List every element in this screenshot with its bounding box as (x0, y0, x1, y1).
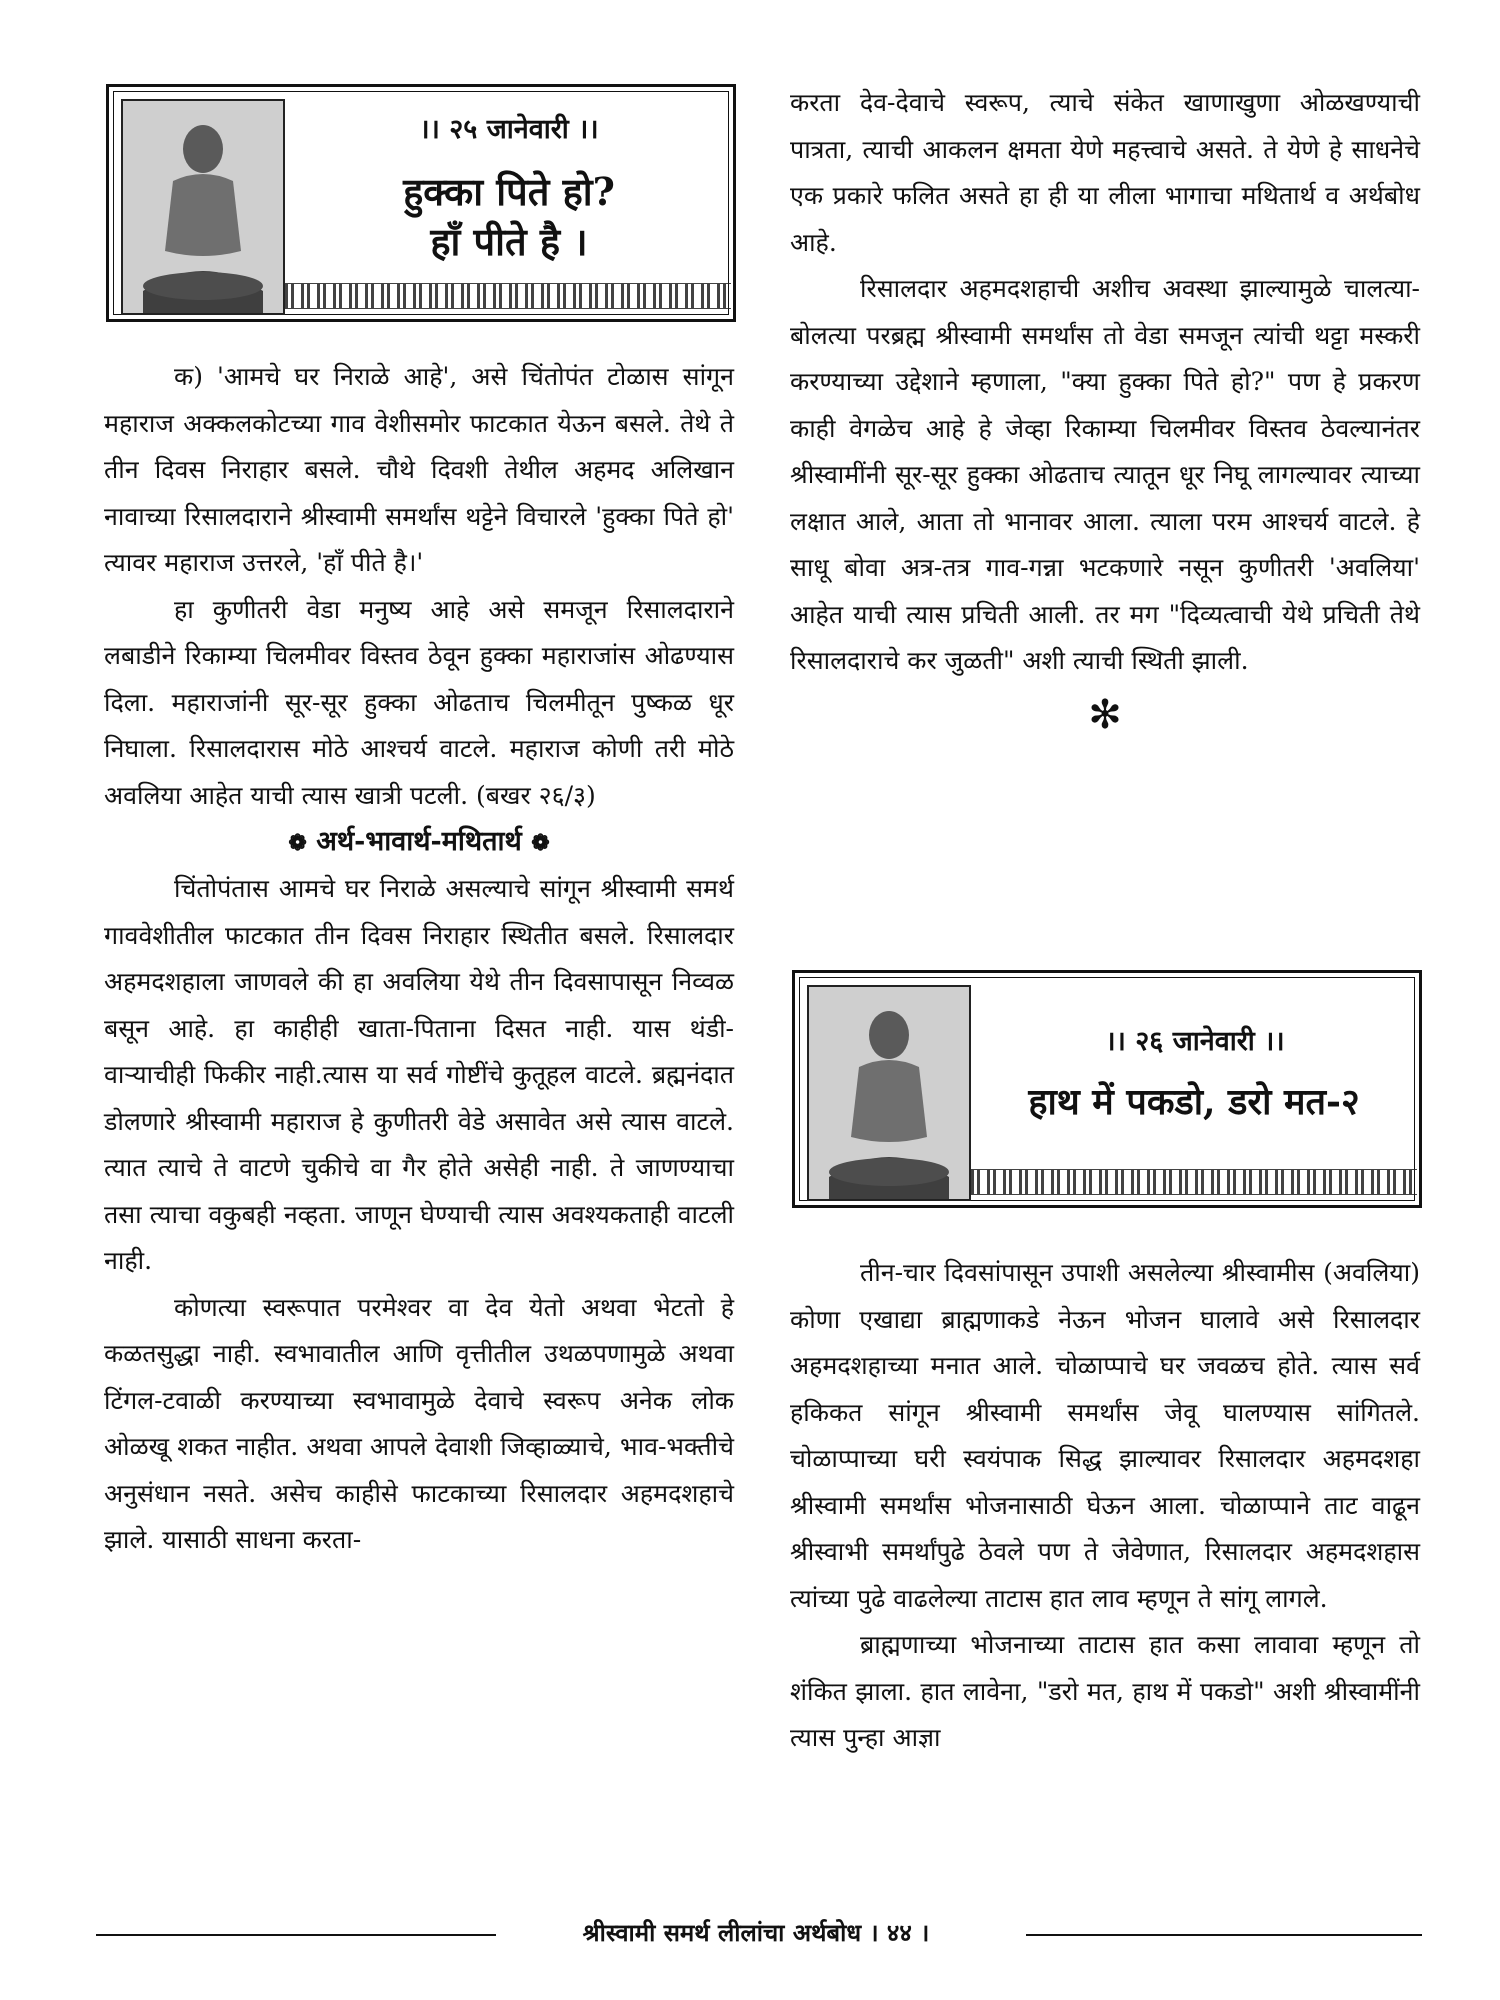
left-column (104, 354, 734, 1564)
header-box-jan-26 (792, 970, 1422, 1208)
chapter-title: हाथ में पकडो, डरो मत-२ (1028, 1081, 1360, 1123)
swami-portrait-illustration (123, 101, 283, 313)
chapter-title-line2: हाँ पीते है । (430, 219, 588, 264)
paragraph: ब्राह्मणाच्या भोजनाच्या ताटास हात कसा लावावा म्हणून तो शंकित झाला. हात लावेना, "डरो मत, हाथ में पकडो" अशी श्रीस्वामींनी त्यास पुन्हा आज्ञा (790, 1630, 1420, 1752)
swami-photo (807, 985, 971, 1201)
header-box-jan-25 (106, 84, 736, 322)
page-footer (96, 1914, 1422, 1954)
swami-portrait-illustration (809, 987, 969, 1199)
chapter-title-line1: हुक्का पिते हो? (403, 169, 615, 214)
right-column-bottom (790, 1250, 1420, 1762)
date-label: ।। २५ जानेवारी ।। (419, 114, 599, 145)
flower-ornament-icon: ❁ (531, 830, 550, 856)
decorative-border-strip (971, 1169, 1417, 1195)
date-label: ।। २६ जानेवारी ।। (1105, 1026, 1285, 1057)
paragraph: करता देव-देवाचे स्वरूप, त्याचे संकेत खाणाखुणा ओळखण्याची पात्रता, त्याची आकलन क्षमता येणे महत्त्वाचे असते. ते येणे हे साधनेचे एक प्रकारे फलित असते हा ही या लीला भागाचा मथितार्थ व अर्थबोध आहे. (790, 88, 1420, 257)
section-heading (104, 819, 734, 866)
paragraph: तीन-चार दिवसांपासून उपाशी असलेल्या श्रीस्वामीस (अवलिया) कोणा एखाद्या ब्राह्मणाकडे नेऊन भोजन घालावे असे रिसालदार अहमदशहाच्या मनात आले. चोळाप्पाचे घर जवळच होते. त्यास सर्व हकिकत सांगून श्रीस्वामी समर्थांस जेवू घालण्यास सांगितले. चोळाप्पाच्या घरी स्वयंपाक सिद्ध झाल्यावर रिसालदार अहमदशहा श्रीस्वामी समर्थांस भोजनासाठी घेऊन आला. चोळाप्पाने ताट वाढून श्रीस्वाभी समर्थांपुढे ठेवले पण ते जेवेणात, रिसालदार अहमदशहास त्यांच्या पुढे वाढलेल्या ताटास हात लाव म्हणून ते सांगू लागले. (790, 1258, 1420, 1613)
footer-title-page-number: श्रीस्वामी समर्थ लीलांचा अर्थबोध । ४४ । (582, 1918, 930, 1947)
decorative-border-strip (285, 283, 731, 309)
footer-rule-right (1026, 1934, 1422, 1936)
paragraph: रिसालदार अहमदशहाची अशीच अवस्था झाल्यामुळे चालत्या-बोलत्या परब्रह्म श्रीस्वामी समर्थांस तो वेडा समजून त्यांची थट्टा मस्करी करण्याच्या उद्देशाने म्हणाला, "क्या हुक्का पिते हो?" पण हे प्रकरण काही वेगळेच आहे हे जेव्हा रिकाम्या चिलमीवर विस्तव ठेवल्यानंतर श्रीस्वामींनी सूर-सूर हुक्का ओढताच त्यातून धूर निघू लागल्यावर त्याच्या लक्षात आले, आता तो भानावर आला. त्याला परम आश्चर्य वाटले. हे साधू बोवा अत्र-तत्र गाव-गन्ना भटकणारे नसून कुणीतरी 'अवलिया' आहेत याची त्यास प्रचिती आली. तर मग "दिव्यत्वाची येथे प्रचिती तेथे रिसालदाराचे कर जुळती" अशी त्याची स्थिती झाली. (790, 274, 1420, 675)
swami-photo (121, 99, 285, 315)
paragraph: हा कुणीतरी वेडा मनुष्य आहे असे समजून रिसालदाराने लबाडीने रिकाम्या चिलमीवर विस्तव ठेवून हुक्का महाराजांस ओढण्यास दिला. महाराजांनी सूर-सूर हुक्का ओढताच चिलमीतून पुष्कळ धूर निघाला. रिसालदारास मोठे आश्चर्य वाटले. महाराज कोणी तरी मोठे अवलिया आहेत याची त्यास खात्री पटली. (बखर २६/३) (104, 594, 734, 810)
flower-ornament-icon: ❁ (288, 830, 307, 856)
paragraph: क) 'आमचे घर निराळे आहे', असे चिंतोपंत टोळास सांगून महाराज अक्कलकोटच्या गाव वेशीसमोर फाटकात येऊन बसले. तेथे ते तीन दिवस निराहार बसले. चौथे दिवशी तेथील अहमद अलिखान नावाच्या रिसालदाराने श्रीस्वामी समर्थांस थट्टेने विचारले 'हुक्का पिते हो' त्यावर महाराज उत्तरले, 'हाँ पीते है।' (104, 362, 734, 577)
section-heading-text: अर्थ-भावार्थ-मथितार्थ (316, 826, 522, 857)
paragraph: चिंतोपंतास आमचे घर निराळे असल्याचे सांगून श्रीस्वामी समर्थ गाववेशीतील फाटकात तीन दिवस निराहार स्थितीत बसले. रिसालदार अहमदशहाला जाणवले की हा अवलिया येथे तीन दिवसापासून निव्वळ बसून आहे. हा काहीही खाता-पिताना दिसत नाही. यास थंडी-वाऱ्याचीही फिकीर नाही.त्यास या सर्व गोष्टींचे कुतूहल वाटले. ब्रह्मनंदात डोलणारे श्रीस्वामी महाराज हे कुणीतरी वेडे असावेत असे त्यास वाटले. त्यात त्याचे ते वाटणे चुकीचे वा गैर होते असेही नाही. ते जाणण्याचा तसा त्याचा वकुबही नव्हता. जाणून घेण्याची त्यास अवश्यकताही वाटली नाही. (104, 874, 734, 1275)
paragraph: कोणत्या स्वरूपात परमेश्वर वा देव येतो अथवा भेटतो हे कळतसुद्धा नाही. स्वभावातील आणि वृत्तीतील उथळपणामुळे अथवा टिंगल-टवाळी करण्याच्या स्वभावामुळे देवाचे स्वरूप अनेक लोक ओळखू शकत नाहीत. अथवा आपले देवाशी जिव्हाळ्याचे, भाव-भक्तीचे अनुसंधान नसते. असेच काहीसे फाटकाच्या रिसालदार अहमदशहाचे झाले. यासाठी साधना करता- (104, 1292, 734, 1554)
footer-rule-left (96, 1934, 496, 1936)
right-column-top (790, 80, 1420, 745)
star-divider-icon: ✻ (1088, 691, 1122, 738)
